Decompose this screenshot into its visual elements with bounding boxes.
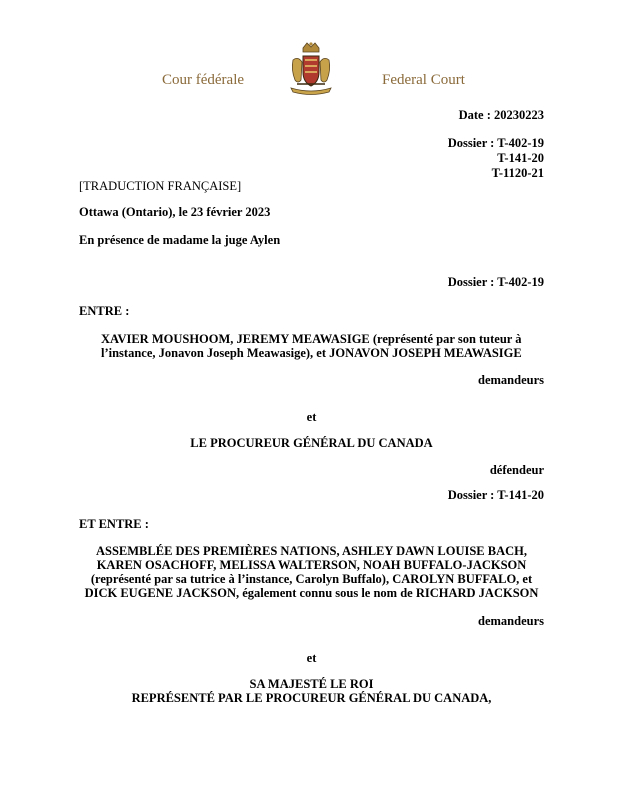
section2-et: et [306,651,317,665]
section2-parties-line4: DICK EUGENE JACKSON, également connu sous le nom de RICHARD JACKSON [84,586,539,600]
court-name-fr: Cour fédérale [162,72,245,88]
section1-role-defendant: défendeur [489,463,544,477]
translation-note: [TRADUCTION FRANÇAISE] [79,179,242,193]
dossier-number-2: T-141-20 [497,151,544,165]
date-line: Date : 20230223 [458,108,544,122]
section2-dossier: Dossier : T-141-20 [447,488,544,502]
federal-court-crest-icon [283,40,339,96]
dossier-number-3: T-1120-21 [491,166,544,180]
presence-line: En présence de madame la juge Aylen [79,233,281,247]
section1-dossier: Dossier : T-402-19 [447,275,544,289]
section1-parties-line2: l’instance, Jonavon Joseph Meawasige), et JONAVON JOSEPH MEAWASIGE [101,346,522,360]
section1-parties-line1: XAVIER MOUSHOOM, JEREMY MEAWASIGE (représenté par son tuteur à [101,332,522,346]
section2-role-plaintiffs: demandeurs [478,614,544,628]
section2-entre: ET ENTRE : [79,517,149,531]
section2-parties-line2: KAREN OSACHOFF, MELISSA WALTERSON, NOAH BUFFALO-JACKSON [96,558,527,572]
section1-respondent: LE PROCUREUR GÉNÉRAL DU CANADA [190,436,433,450]
place-date: Ottawa (Ontario), le 23 février 2023 [79,205,271,219]
section2-respondent-line1: SA MAJESTÉ LE ROI [249,677,374,691]
section2-parties-line1: ASSEMBLÉE DES PREMIÈRES NATIONS, ASHLEY DAWN LOUISE BACH, [95,544,527,558]
section2-parties-line3: (représenté par sa tutrice à l’instance, Carolyn Buffalo), CAROLYN BUFFALO, et [90,572,533,586]
section1-et: et [306,410,317,424]
dossier-line: Dossier : T-402-19 [447,136,544,150]
section1-role-plaintiffs: demandeurs [478,373,544,387]
section2-respondent-line2: REPRÉSENTÉ PAR LE PROCUREUR GÉNÉRAL DU CANADA, [131,691,492,705]
section1-entre: ENTRE : [79,304,130,318]
court-name-en: Federal Court [382,72,465,88]
